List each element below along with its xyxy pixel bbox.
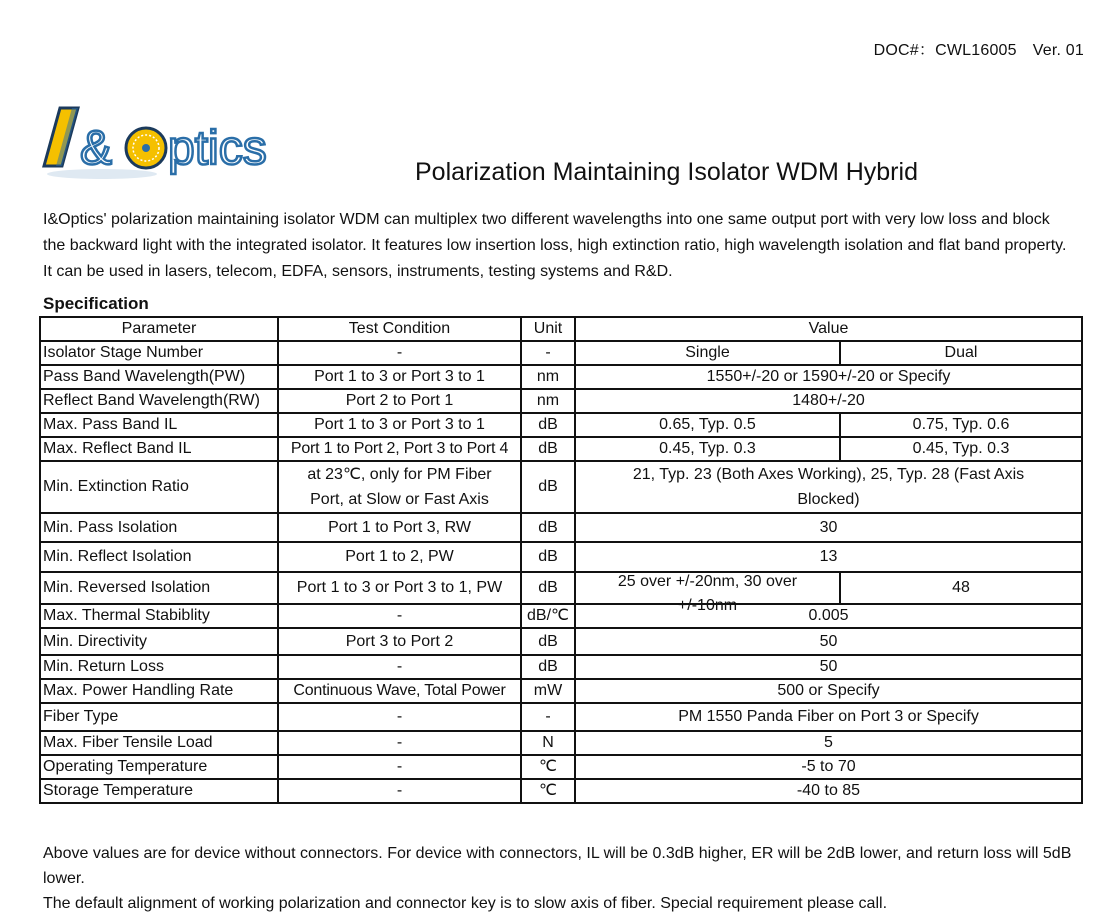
condition-cell: Port 1 to 3 or Port 3 to 1 <box>278 365 521 389</box>
table-row <box>40 731 1082 755</box>
single-value-cell: 0.65, Typ. 0.5 <box>575 413 840 437</box>
header-parameter: Parameter <box>40 317 278 341</box>
table-row <box>40 389 1082 413</box>
unit-cell: dB <box>521 572 575 604</box>
condition-cell: - <box>278 604 521 628</box>
unit-cell: ℃ <box>521 779 575 803</box>
page-title: Polarization Maintaining Isolator WDM Hybrid <box>415 158 918 186</box>
unit-cell: dB <box>521 413 575 437</box>
condition-cell: Port 1 to 3 or Port 3 to 1, PW <box>278 572 521 604</box>
value-cell: 1480+/-20 <box>575 389 1082 413</box>
company-logo <box>42 104 302 184</box>
condition-cell: Continuous Wave, Total Power <box>278 679 521 703</box>
table-row <box>40 413 1082 437</box>
table-row <box>40 572 1082 604</box>
value-cell: 50 <box>575 655 1082 679</box>
value-cell: 500 or Specify <box>575 679 1082 703</box>
unit-cell: dB <box>521 542 575 572</box>
value-cell: 13 <box>575 542 1082 572</box>
table-row <box>40 779 1082 803</box>
doc-number: DOC#：CWL16005 <box>873 42 1017 59</box>
footnote-connectors: Above values are for device without connectors. For device with connectors, IL will be 0.3dB higher, ER will be 2dB lower, and return loss will 5dB lower. <box>43 845 1072 887</box>
value-cell: 50 <box>575 628 1082 655</box>
condition-cell: Port 1 to 3 or Port 3 to 1 <box>278 413 521 437</box>
intro-paragraph: I&Optics' polarization maintaining isolator WDM can multiplex two different wavelengths into one same output port with very low loss and block the backward light with the integrated isolator. It features low insertion loss, high extinction ratio, high wavelength isolation and flat band property. It can be used in lasers, telecom, EDFA, sensors, instruments, testing systems and R&D. <box>43 211 1067 280</box>
unit-cell: N <box>521 731 575 755</box>
param-cell: Operating Temperature <box>40 755 278 779</box>
table-row <box>40 655 1082 679</box>
specification-table <box>39 316 1083 804</box>
specification-heading: Specification <box>43 294 149 313</box>
value-cell: PM 1550 Panda Fiber on Port 3 or Specify <box>575 703 1082 731</box>
value-cell: 5 <box>575 731 1082 755</box>
svg-text:&: & <box>80 122 113 175</box>
condition-cell: at 23℃, only for PM Fiber Port, at Slow or Fast Axis <box>278 461 521 513</box>
unit-cell: - <box>521 341 575 365</box>
single-value-text: 25 over +/-20nm, 30 over +/-10nm <box>617 573 798 614</box>
footnote-alignment: The default alignment of working polarization and connector key is to slow axis of fiber. Special requirement please call. <box>43 895 888 912</box>
table-row <box>40 461 1082 513</box>
condition-cell: - <box>278 731 521 755</box>
condition-cell: - <box>278 779 521 803</box>
unit-cell: dB <box>521 513 575 542</box>
param-cell: Max. Thermal Stabiblity <box>40 604 278 628</box>
table-row <box>40 755 1082 779</box>
value-cell: 1550+/-20 or 1590+/-20 or Specify <box>575 365 1082 389</box>
unit-cell: dB <box>521 437 575 461</box>
header-condition: Test Condition <box>278 317 521 341</box>
footnotes <box>43 841 1083 916</box>
single-value-cell <box>575 572 840 614</box>
param-cell: Min. Pass Isolation <box>40 513 278 542</box>
table-row <box>40 365 1082 389</box>
condition-cell: - <box>278 703 521 731</box>
param-cell: Isolator Stage Number <box>40 341 278 365</box>
condition-cell: Port 1 to 2, PW <box>278 542 521 572</box>
condition-cell: - <box>278 341 521 365</box>
table-row <box>40 703 1082 731</box>
unit-cell: mW <box>521 679 575 703</box>
param-cell: Max. Pass Band IL <box>40 413 278 437</box>
unit-cell: ℃ <box>521 755 575 779</box>
unit-cell: dB/℃ <box>521 604 575 628</box>
doc-number-header <box>874 37 1084 60</box>
param-cell: Min. Extinction Ratio <box>40 461 278 513</box>
dual-value-cell: 0.45, Typ. 0.3 <box>840 437 1082 461</box>
param-cell: Max. Reflect Band IL <box>40 437 278 461</box>
header-value: Value <box>575 317 1082 341</box>
condition-cell: Port 1 to Port 3, RW <box>278 513 521 542</box>
unit-cell: nm <box>521 389 575 413</box>
dual-value-cell: 0.75, Typ. 0.6 <box>840 413 1082 437</box>
dual-value-cell: 48 <box>840 572 1082 604</box>
value-cell: -5 to 70 <box>575 755 1082 779</box>
param-cell: Min. Reflect Isolation <box>40 542 278 572</box>
table-row <box>40 513 1082 542</box>
value-cell: 0.005 <box>575 604 1082 628</box>
table-row <box>40 341 1082 365</box>
unit-cell: nm <box>521 365 575 389</box>
table-row <box>40 604 1082 628</box>
table-row <box>40 628 1082 655</box>
param-cell: Min. Reversed Isolation <box>40 572 278 604</box>
param-cell: Min. Directivity <box>40 628 278 655</box>
param-cell: Fiber Type <box>40 703 278 731</box>
param-cell: Min. Return Loss <box>40 655 278 679</box>
unit-cell: dB <box>521 655 575 679</box>
table-row <box>40 437 1082 461</box>
single-value-cell: Single <box>575 341 840 365</box>
param-cell: Pass Band Wavelength(PW) <box>40 365 278 389</box>
table-header-row <box>40 317 1082 341</box>
unit-cell: dB <box>521 628 575 655</box>
svg-text:ptics: ptics <box>168 122 267 175</box>
param-cell: Max. Power Handling Rate <box>40 679 278 703</box>
param-cell: Storage Temperature <box>40 779 278 803</box>
condition-cell: Port 2 to Port 1 <box>278 389 521 413</box>
table-row <box>40 679 1082 703</box>
unit-cell: - <box>521 703 575 731</box>
table-row <box>40 542 1082 572</box>
single-value-cell: 0.45, Typ. 0.3 <box>575 437 840 461</box>
param-cell: Reflect Band Wavelength(RW) <box>40 389 278 413</box>
value-cell: 21, Typ. 23 (Both Axes Working), 25, Typ. 28 (Fast Axis Blocked) <box>575 461 1082 513</box>
unit-cell: dB <box>521 461 575 513</box>
condition-cell: Port 1 to Port 2, Port 3 to Port 4 <box>278 437 521 461</box>
dual-value-cell: Dual <box>840 341 1082 365</box>
condition-cell: - <box>278 755 521 779</box>
value-cell: -40 to 85 <box>575 779 1082 803</box>
doc-version: Ver. 01 <box>1032 42 1084 59</box>
param-cell: Max. Fiber Tensile Load <box>40 731 278 755</box>
condition-cell: - <box>278 655 521 679</box>
value-cell: 30 <box>575 513 1082 542</box>
condition-cell: Port 3 to Port 2 <box>278 628 521 655</box>
header-unit: Unit <box>521 317 575 341</box>
